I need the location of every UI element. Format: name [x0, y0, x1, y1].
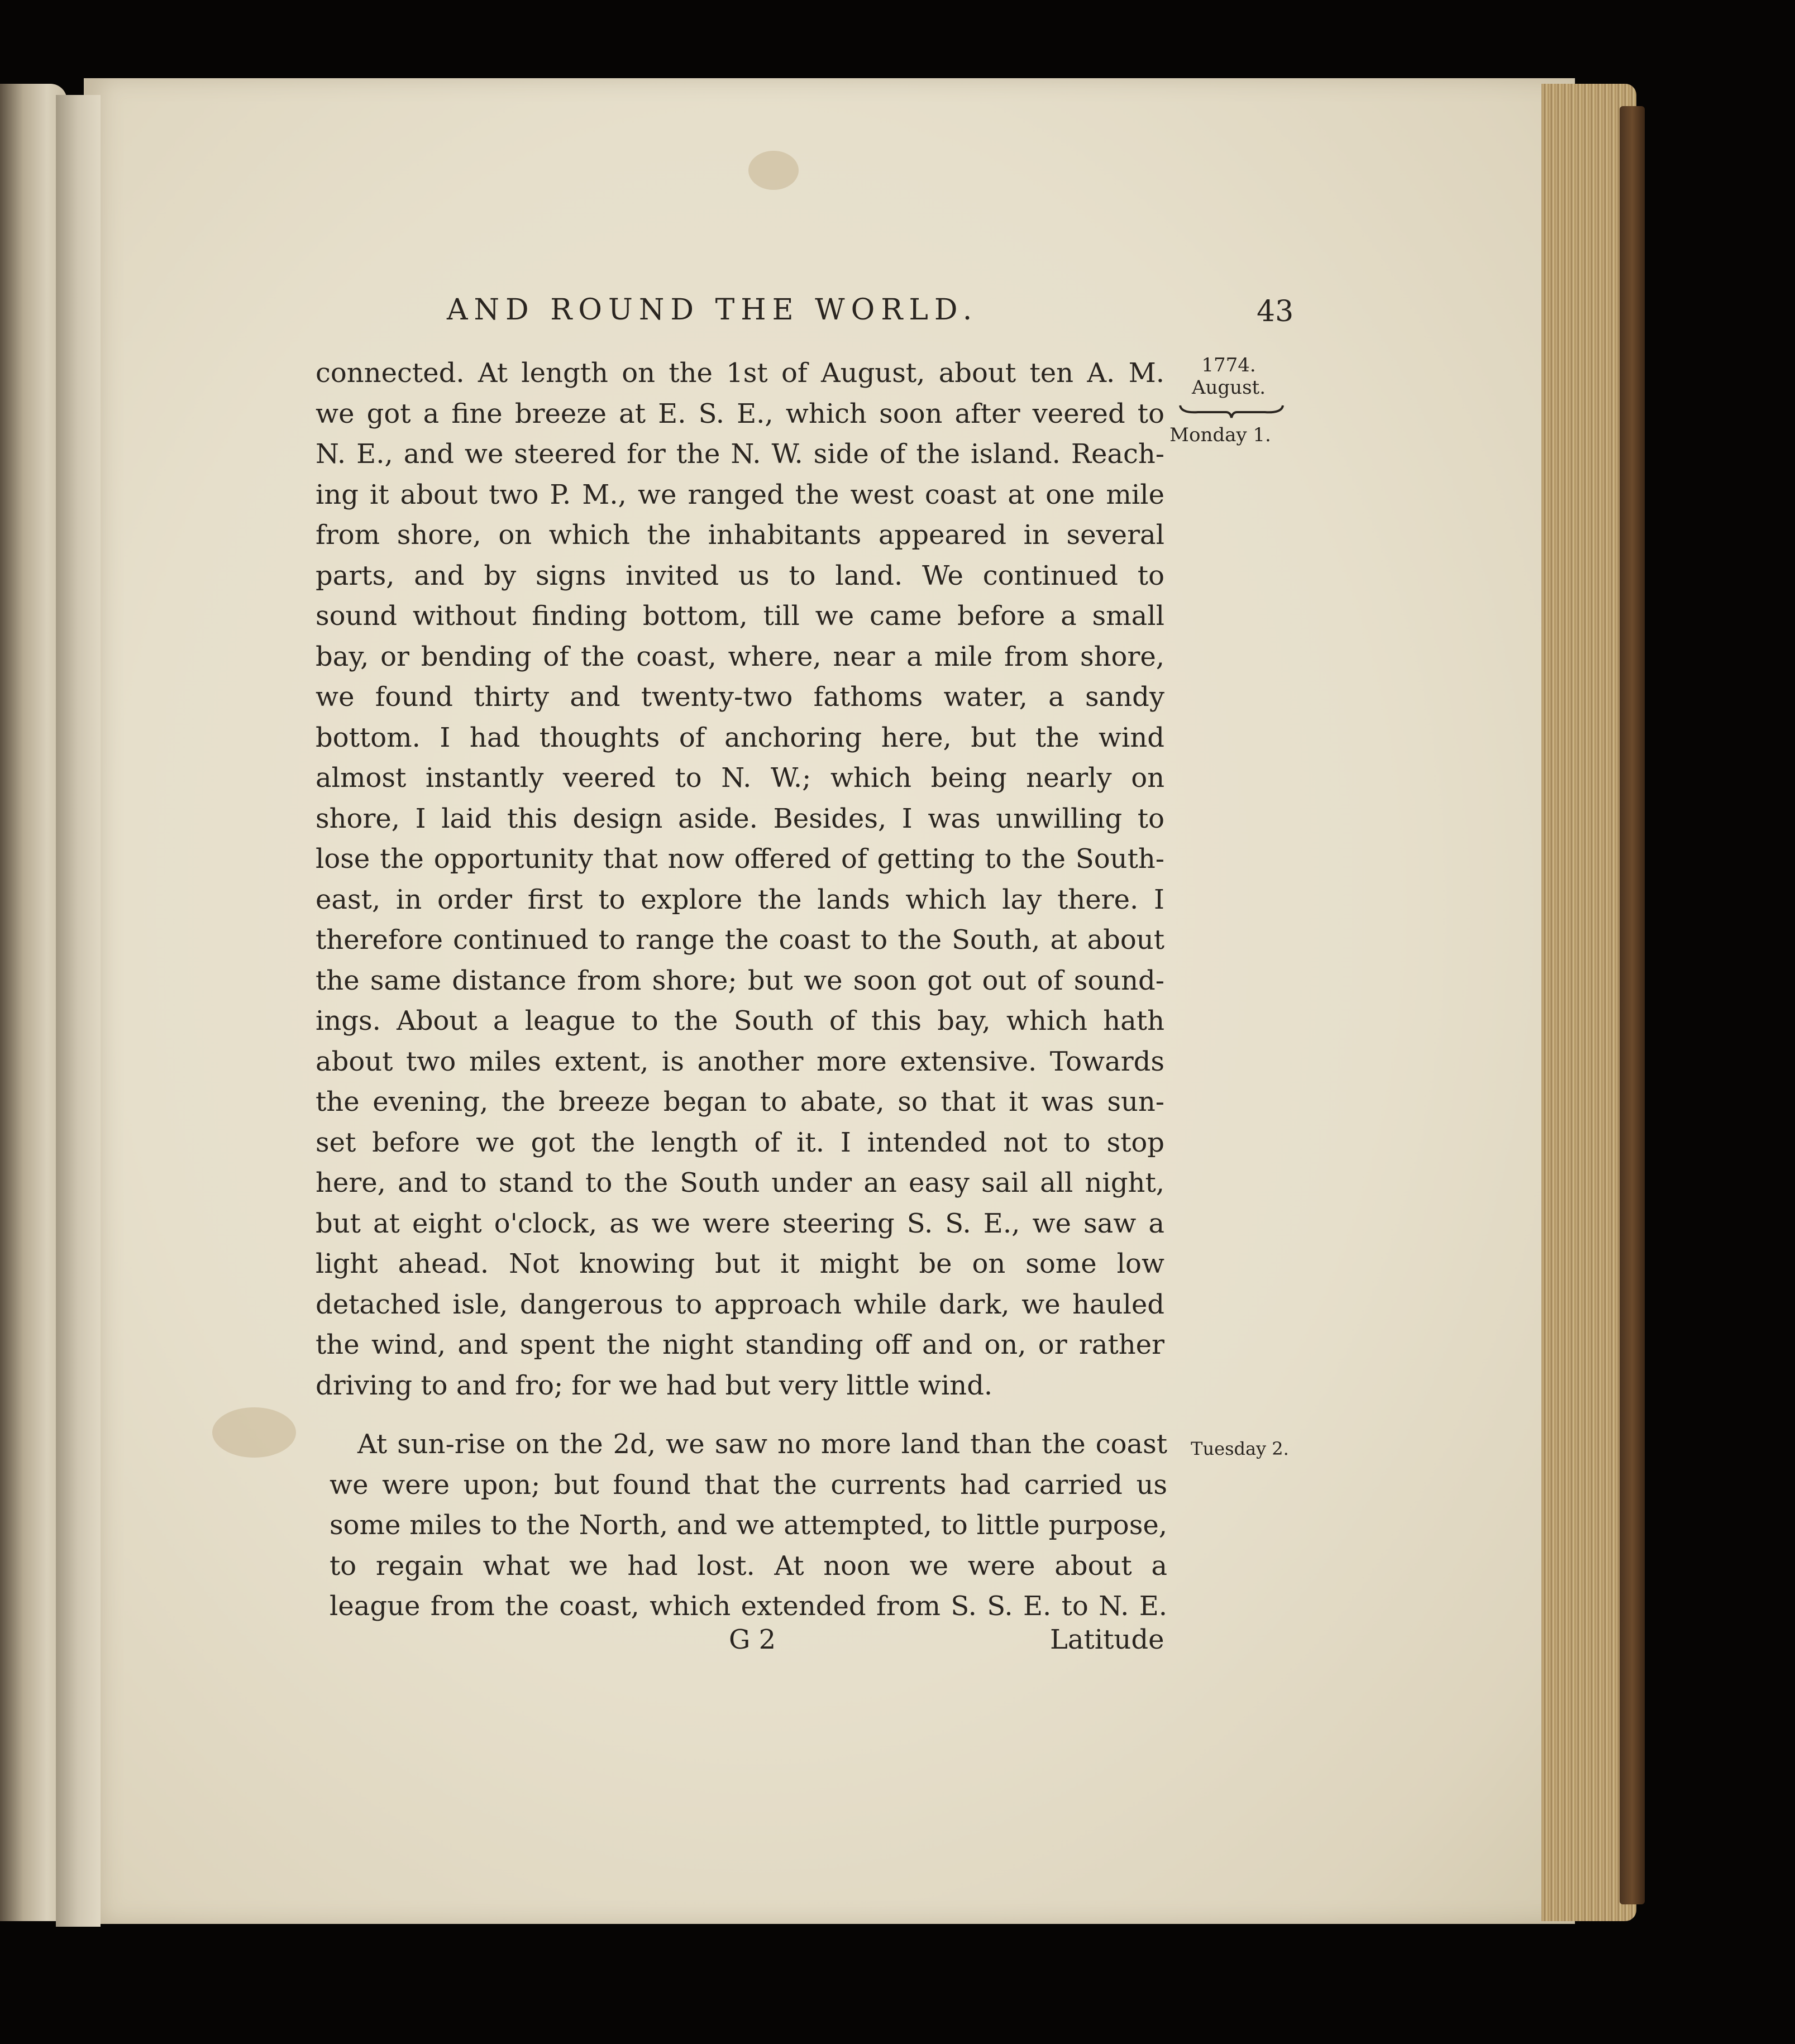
text-line: parts, and by signs invited us to land. We continued to [316, 560, 1164, 591]
text-line: we found thirty and twenty-two fathoms water, a sandy [316, 681, 1164, 713]
text-line: almost instantly veered to N. W.; which being nearly on [316, 762, 1164, 794]
text-line: bay, or bending of the coast, where, near a mile from shore, [316, 641, 1164, 672]
text-line: the evening, the breeze began to abate, so that it was sun- [316, 1086, 1164, 1117]
text-line: therefore continued to range the coast to the South, at about [316, 924, 1164, 956]
margin-note-month: August. [1191, 376, 1266, 399]
text-line: some miles to the North, and we attempted, to little purpose, [330, 1510, 1167, 1541]
text-line: from shore, on which the inhabitants appeared in several [316, 519, 1164, 551]
text-line: the wind, and spent the night standing off and on, or rather [316, 1329, 1164, 1360]
text-line: we were upon; but found that the currents had carried us [330, 1469, 1167, 1501]
running-title: AND ROUND THE WORLD. [447, 293, 978, 327]
text-line: here, and to stand to the South under an easy sail all night, [316, 1167, 1164, 1198]
text-line: ings. About a league to the South of this bay, which hath [316, 1005, 1164, 1037]
text-line: ing it about two P. M., we ranged the west coast at one mile [316, 479, 1164, 510]
catchword: Latitude [1050, 1624, 1164, 1655]
margin-note-year: 1774. [1201, 354, 1256, 376]
cover-board [1620, 106, 1645, 1904]
text-line: we got a fine breeze at E. S. E., which soon after veered to [316, 398, 1164, 429]
gutter-shadow [56, 95, 101, 1927]
text-line: the same distance from shore; but we soon got out of sound- [316, 964, 1164, 996]
foxing-stain [748, 151, 799, 190]
paragraph-1 [316, 353, 1164, 1406]
brace-ornament [1176, 402, 1287, 419]
text-line: light ahead. Not knowing but it might be on some low [316, 1248, 1164, 1279]
text-line: connected. At length on the 1st of August, about ten A. M. [316, 357, 1164, 389]
signature-mark: G 2 [729, 1624, 776, 1655]
text-line: detached isle, dangerous to approach while dark, we hauled [316, 1288, 1164, 1320]
text-line: set before we got the length of it. I intended not to stop [316, 1126, 1164, 1158]
text-line: shore, I laid this design aside. Besides, I was unwilling to [316, 803, 1164, 834]
text-line: sound without finding bottom, till we came before a small [316, 600, 1164, 632]
text-line: but at eight o'clock, as we were steering S. S. E., we saw a [316, 1207, 1164, 1239]
text-line: about two miles extent, is another more extensive. Towards [316, 1045, 1164, 1077]
text-line: N. E., and we steered for the N. W. side of the island. Reach- [316, 438, 1164, 470]
foxing-stain [212, 1407, 296, 1458]
text-line: league from the coast, which extended from S. S. E. to N. E. [330, 1591, 1167, 1622]
paragraph-2 [330, 1424, 1167, 1627]
margin-note-tuesday: Tuesday 2. [1191, 1438, 1289, 1459]
text-line: lose the opportunity that now offered of getting to the South- [316, 843, 1164, 875]
page-number: 43 [1257, 295, 1294, 328]
text-line: east, in order first to explore the lands which lay there. I [316, 883, 1164, 915]
text-line: bottom. I had thoughts of anchoring here, but the wind [316, 722, 1164, 753]
text-line: At sun-rise on the 2d, we saw no more land than the coast [357, 1429, 1167, 1460]
text-line: driving to and fro; for we had but very little wind. [316, 1369, 993, 1401]
text-line: to regain what we had lost. At noon we were about a [330, 1550, 1167, 1582]
margin-note-monday: Monday 1. [1169, 424, 1271, 446]
